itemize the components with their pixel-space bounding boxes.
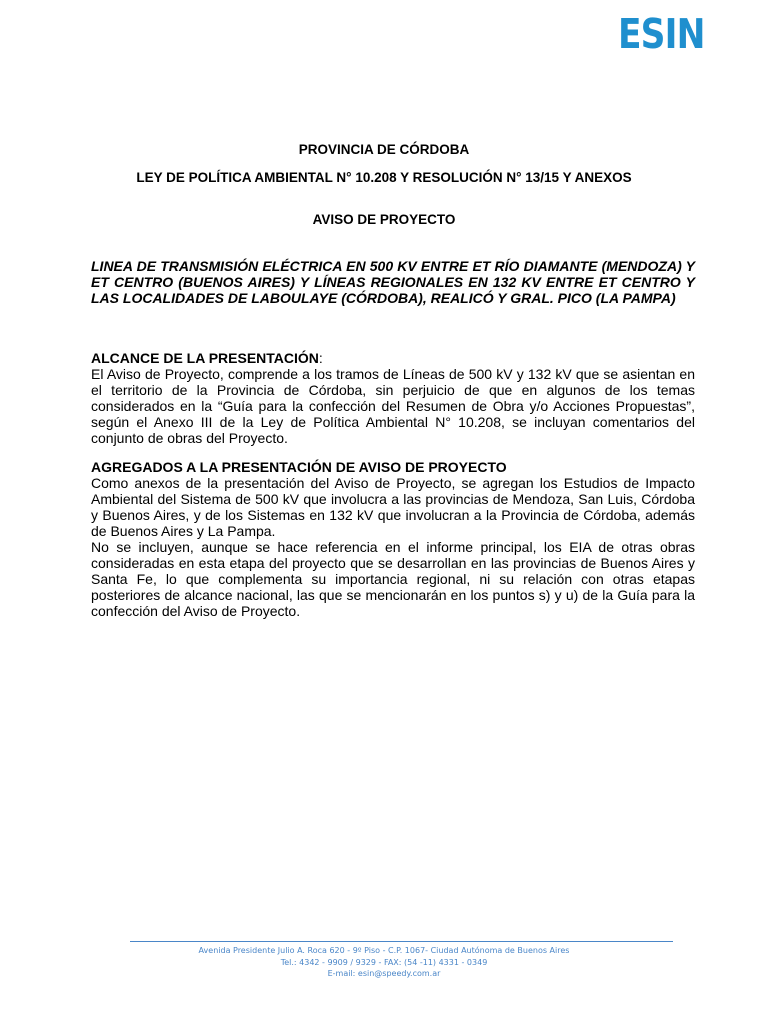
footer (0, 945, 768, 980)
alcance-paragraph: El Aviso de Proyecto, comprende a los tramos de Líneas de 500 kV y 132 kV que se asientan en el territorio de la Provincia de Córdoba, sin perjuicio de que en algunos de los temas considerados en la “Guía para la confección del Resumen de Obra y/o Acciones Propuestas”, según el Anexo III de la Ley de Política Ambiental N° 10.208, se incluyan comentarios del conjunto de obras del Proyecto. (91, 366, 695, 446)
province-heading: PROVINCIA DE CÓRDOBA (298, 142, 470, 157)
notice-heading: AVISO DE PROYECTO (312, 212, 456, 227)
footer-divider (130, 941, 673, 942)
footer-address: Avenida Presidente Julio A. Roca 620 - 9º Piso - C.P. 1067- Ciudad Autónoma de Buenos Aires (198, 946, 570, 955)
alcance-title: ALCANCE DE LA PRESENTACIÓN (91, 350, 319, 366)
alcance-title-colon: : (318, 350, 323, 366)
agregados-title: AGREGADOS A LA PRESENTACIÓN DE AVISO DE PROYECTO (91, 459, 507, 475)
footer-email: E-mail: esin@speedy.com.ar (327, 969, 441, 978)
footer-phone: Tel.: 4342 - 9909 / 9329 - FAX: (54 -11) 4331 - 0349 (280, 957, 488, 967)
project-title: LINEA DE TRANSMISIÓN ELÉCTRICA EN 500 KV ENTRE ET RÍO DIAMANTE (MENDOZA) Y ET CENTRO (BUENOS AIRES) Y LÍNEAS REGIONALES EN 132 KV ENTRE ET CENTRO Y LAS LOCALIDADES DE LABOULAYE (CÓRDOBA), REALICÓ Y GRAL. PICO (LA PAMPA) (91, 258, 695, 306)
agregados-section (91, 459, 695, 619)
esin-logo: ESIN (618, 10, 705, 58)
agregados-paragraph-1: Como anexos de la presentación del Aviso de Proyecto, se agregan los Estudios de Impacto Ambiental del Sistema de 500 kV que involucra a las provincias de Mendoza, San Luis, Córdoba y Buenos Aires, y de los Sistemas en 132 kV que involucran a la Provincia de Córdoba, además de Buenos Aires y La Pampa. (91, 475, 695, 539)
alcance-title-line (91, 350, 695, 366)
agregados-paragraph-2: No se incluyen, aunque se hace referencia en el informe principal, los EIA de otras obras consideradas en esta etapa del proyecto que se desarrollan en las provincias de Buenos Aires y Santa Fe, lo que complementa su importancia regional, ni su relación con otras etapas posteriores de alcance nacional, las que se mencionarán en los puntos s) y u) de la Guía para la confección del Aviso de Proyecto. (91, 539, 695, 619)
law-heading: LEY DE POLÍTICA AMBIENTAL N° 10.208 Y RESOLUCIÓN N° 13/15 Y ANEXOS (136, 170, 632, 185)
alcance-section (91, 350, 695, 446)
